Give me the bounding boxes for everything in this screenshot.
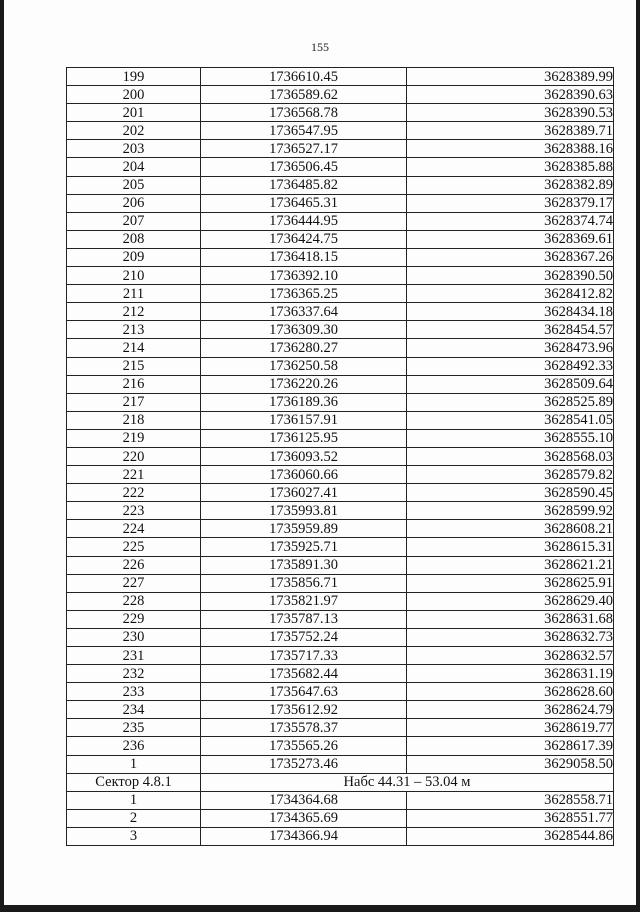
- point-number-cell: 204: [67, 158, 201, 176]
- point-number-cell: 228: [67, 592, 201, 610]
- y-coordinate-cell: 3628621.21: [407, 556, 614, 574]
- table-row: [67, 321, 614, 339]
- point-number-cell: 209: [67, 248, 201, 266]
- table-row: [67, 411, 614, 429]
- coordinates-table-body: [67, 68, 614, 846]
- y-coordinate-cell: 3628631.19: [407, 665, 614, 683]
- x-coordinate-cell: 1734365.69: [201, 809, 407, 827]
- y-coordinate-cell: 3628389.99: [407, 68, 614, 86]
- point-number-cell: 234: [67, 701, 201, 719]
- point-number-cell: 202: [67, 122, 201, 140]
- point-number-cell: 231: [67, 647, 201, 665]
- table-row: [67, 212, 614, 230]
- table-row: [67, 86, 614, 104]
- x-coordinate-cell: 1736465.31: [201, 194, 407, 212]
- y-coordinate-cell: 3628509.64: [407, 375, 614, 393]
- table-row: [67, 701, 614, 719]
- point-number-cell: 229: [67, 610, 201, 628]
- point-number-cell: 225: [67, 538, 201, 556]
- y-coordinate-cell: 3628568.03: [407, 447, 614, 465]
- y-coordinate-cell: 3628454.57: [407, 321, 614, 339]
- y-coordinate-cell: 3628625.91: [407, 574, 614, 592]
- y-coordinate-cell: 3628382.89: [407, 176, 614, 194]
- table-row: [67, 737, 614, 755]
- x-coordinate-cell: 1736547.95: [201, 122, 407, 140]
- point-number-cell: 203: [67, 140, 201, 158]
- y-coordinate-cell: 3628590.45: [407, 484, 614, 502]
- x-coordinate-cell: 1735891.30: [201, 556, 407, 574]
- x-coordinate-cell: 1736189.36: [201, 393, 407, 411]
- table-row: [67, 574, 614, 592]
- x-coordinate-cell: 1736568.78: [201, 104, 407, 122]
- x-coordinate-cell: 1735647.63: [201, 683, 407, 701]
- point-number-cell: 220: [67, 447, 201, 465]
- y-coordinate-cell: 3628579.82: [407, 466, 614, 484]
- y-coordinate-cell: 3628632.73: [407, 628, 614, 646]
- x-coordinate-cell: 1735856.71: [201, 574, 407, 592]
- table-row: [67, 809, 614, 827]
- table-row: [67, 466, 614, 484]
- y-coordinate-cell: 3628558.71: [407, 791, 614, 809]
- x-coordinate-cell: 1736125.95: [201, 429, 407, 447]
- coordinates-table: [66, 67, 614, 846]
- x-coordinate-cell: 1736309.30: [201, 321, 407, 339]
- table-row: [67, 122, 614, 140]
- y-coordinate-cell: 3628624.79: [407, 701, 614, 719]
- point-number-cell: 227: [67, 574, 201, 592]
- point-number-cell: 211: [67, 285, 201, 303]
- table-row: [67, 176, 614, 194]
- x-coordinate-cell: 1736365.25: [201, 285, 407, 303]
- x-coordinate-cell: 1736506.45: [201, 158, 407, 176]
- y-coordinate-cell: 3628388.16: [407, 140, 614, 158]
- point-number-cell: 210: [67, 267, 201, 285]
- x-coordinate-cell: 1735959.89: [201, 520, 407, 538]
- x-coordinate-cell: 1736280.27: [201, 339, 407, 357]
- x-coordinate-cell: 1735787.13: [201, 610, 407, 628]
- y-coordinate-cell: 3628599.92: [407, 502, 614, 520]
- y-coordinate-cell: 3628615.31: [407, 538, 614, 556]
- point-number-cell: 1: [67, 755, 201, 773]
- y-coordinate-cell: 3628367.26: [407, 248, 614, 266]
- x-coordinate-cell: 1736337.64: [201, 303, 407, 321]
- y-coordinate-cell: 3628369.61: [407, 230, 614, 248]
- point-number-cell: 212: [67, 303, 201, 321]
- table-row: [67, 556, 614, 574]
- y-coordinate-cell: 3628541.05: [407, 411, 614, 429]
- y-coordinate-cell: 3628525.89: [407, 393, 614, 411]
- sector-header-row: [67, 773, 614, 791]
- table-row: [67, 248, 614, 266]
- point-number-cell: 207: [67, 212, 201, 230]
- x-coordinate-cell: 1735821.97: [201, 592, 407, 610]
- point-number-cell: 224: [67, 520, 201, 538]
- point-number-cell: 215: [67, 357, 201, 375]
- x-coordinate-cell: 1735993.81: [201, 502, 407, 520]
- y-coordinate-cell: 3628628.60: [407, 683, 614, 701]
- table-row: [67, 375, 614, 393]
- page-number: 155: [311, 40, 329, 54]
- x-coordinate-cell: 1735612.92: [201, 701, 407, 719]
- point-number-cell: 214: [67, 339, 201, 357]
- table-row: [67, 447, 614, 465]
- y-coordinate-cell: 3628629.40: [407, 592, 614, 610]
- table-row: [67, 429, 614, 447]
- y-coordinate-cell: 3628434.18: [407, 303, 614, 321]
- table-row: [67, 719, 614, 737]
- x-coordinate-cell: 1735682.44: [201, 665, 407, 683]
- y-coordinate-cell: 3628551.77: [407, 809, 614, 827]
- y-coordinate-cell: 3628390.50: [407, 267, 614, 285]
- point-number-cell: 226: [67, 556, 201, 574]
- y-coordinate-cell: 3628473.96: [407, 339, 614, 357]
- point-number-cell: 218: [67, 411, 201, 429]
- point-number-cell: 221: [67, 466, 201, 484]
- y-coordinate-cell: 3628374.74: [407, 212, 614, 230]
- x-coordinate-cell: 1736610.45: [201, 68, 407, 86]
- point-number-cell: 217: [67, 393, 201, 411]
- table-row: [67, 683, 614, 701]
- x-coordinate-cell: 1736027.41: [201, 484, 407, 502]
- table-row: [67, 285, 614, 303]
- y-coordinate-cell: 3628390.63: [407, 86, 614, 104]
- x-coordinate-cell: 1736444.95: [201, 212, 407, 230]
- x-coordinate-cell: 1734366.94: [201, 827, 407, 845]
- y-coordinate-cell: 3628389.71: [407, 122, 614, 140]
- document-page: [4, 0, 636, 905]
- table-row: [67, 791, 614, 809]
- y-coordinate-cell: 3628492.33: [407, 357, 614, 375]
- point-number-cell: 233: [67, 683, 201, 701]
- table-row: [67, 303, 614, 321]
- table-row: [67, 592, 614, 610]
- x-coordinate-cell: 1736485.82: [201, 176, 407, 194]
- x-coordinate-cell: 1736392.10: [201, 267, 407, 285]
- y-coordinate-cell: 3628390.53: [407, 104, 614, 122]
- point-number-cell: 236: [67, 737, 201, 755]
- y-coordinate-cell: 3628608.21: [407, 520, 614, 538]
- sector-height-range: Набс 44.31 – 53.04 м: [201, 773, 614, 791]
- table-row: [67, 68, 614, 86]
- point-number-cell: 219: [67, 429, 201, 447]
- x-coordinate-cell: 1735273.46: [201, 755, 407, 773]
- point-number-cell: 200: [67, 86, 201, 104]
- table-row: [67, 339, 614, 357]
- y-coordinate-cell: 3628544.86: [407, 827, 614, 845]
- y-coordinate-cell: 3628631.68: [407, 610, 614, 628]
- point-number-cell: 199: [67, 68, 201, 86]
- point-number-cell: 1: [67, 791, 201, 809]
- x-coordinate-cell: 1735717.33: [201, 647, 407, 665]
- table-row: [67, 484, 614, 502]
- x-coordinate-cell: 1734364.68: [201, 791, 407, 809]
- point-number-cell: 208: [67, 230, 201, 248]
- table-row: [67, 104, 614, 122]
- x-coordinate-cell: 1736589.62: [201, 86, 407, 104]
- x-coordinate-cell: 1736418.15: [201, 248, 407, 266]
- y-coordinate-cell: 3629058.50: [407, 755, 614, 773]
- table-row: [67, 267, 614, 285]
- y-coordinate-cell: 3628632.57: [407, 647, 614, 665]
- table-row: [67, 647, 614, 665]
- x-coordinate-cell: 1735925.71: [201, 538, 407, 556]
- point-number-cell: 213: [67, 321, 201, 339]
- table-row: [67, 502, 614, 520]
- point-number-cell: 205: [67, 176, 201, 194]
- y-coordinate-cell: 3628385.88: [407, 158, 614, 176]
- point-number-cell: 222: [67, 484, 201, 502]
- point-number-cell: 3: [67, 827, 201, 845]
- table-row: [67, 357, 614, 375]
- point-number-cell: 223: [67, 502, 201, 520]
- point-number-cell: 201: [67, 104, 201, 122]
- table-row: [67, 393, 614, 411]
- table-row: [67, 628, 614, 646]
- table-row: [67, 610, 614, 628]
- table-row: [67, 538, 614, 556]
- table-row: [67, 194, 614, 212]
- point-number-cell: 2: [67, 809, 201, 827]
- table-row: [67, 158, 614, 176]
- point-number-cell: 216: [67, 375, 201, 393]
- y-coordinate-cell: 3628617.39: [407, 737, 614, 755]
- point-number-cell: 230: [67, 628, 201, 646]
- x-coordinate-cell: 1736060.66: [201, 466, 407, 484]
- x-coordinate-cell: 1735565.26: [201, 737, 407, 755]
- x-coordinate-cell: 1736220.26: [201, 375, 407, 393]
- table-row: [67, 665, 614, 683]
- y-coordinate-cell: 3628379.17: [407, 194, 614, 212]
- table-row: [67, 520, 614, 538]
- table-row: [67, 755, 614, 773]
- table-row: [67, 140, 614, 158]
- point-number-cell: 232: [67, 665, 201, 683]
- table-row: [67, 827, 614, 845]
- x-coordinate-cell: 1735578.37: [201, 719, 407, 737]
- x-coordinate-cell: 1736093.52: [201, 447, 407, 465]
- point-number-cell: 235: [67, 719, 201, 737]
- point-number-cell: 206: [67, 194, 201, 212]
- y-coordinate-cell: 3628619.77: [407, 719, 614, 737]
- y-coordinate-cell: 3628555.10: [407, 429, 614, 447]
- table-row: [67, 230, 614, 248]
- y-coordinate-cell: 3628412.82: [407, 285, 614, 303]
- x-coordinate-cell: 1736157.91: [201, 411, 407, 429]
- x-coordinate-cell: 1736250.58: [201, 357, 407, 375]
- x-coordinate-cell: 1736424.75: [201, 230, 407, 248]
- x-coordinate-cell: 1736527.17: [201, 140, 407, 158]
- sector-label: Сектор 4.8.1: [67, 773, 201, 791]
- x-coordinate-cell: 1735752.24: [201, 628, 407, 646]
